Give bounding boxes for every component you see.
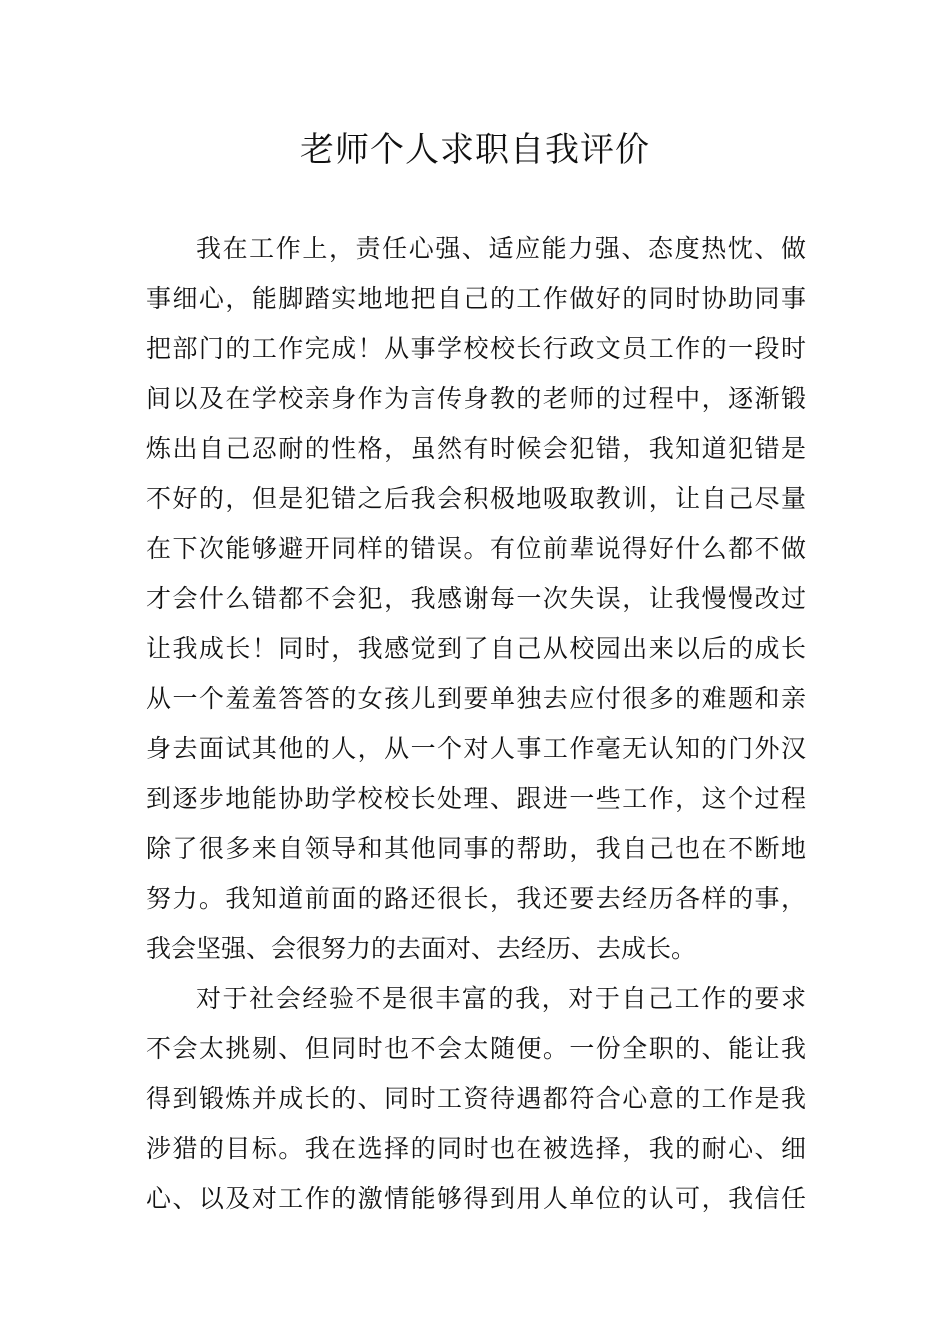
paragraph-2-line-2: 不会太挑剔、但同时也不会太随便。一份全职的、能让我	[146, 1034, 806, 1063]
paragraph-1-line-7: 在下次能够避开同样的错误。有位前辈说得好什么都不做	[146, 534, 806, 563]
paragraph-1-line-11: 身去面试其他的人，从一个对人事工作毫无认知的门外汉	[146, 734, 806, 763]
paragraph-1-line-10: 从一个羞羞答答的女孩儿到要单独去应付很多的难题和亲	[146, 684, 806, 713]
paragraph-1-line-9: 让我成长！同时，我感觉到了自己从校园出来以后的成长	[146, 634, 806, 663]
paragraph-1-line-12: 到逐步地能协助学校校长处理、跟进一些工作，这个过程	[146, 784, 806, 813]
paragraph-2-line-5: 心、以及对工作的激情能够得到用人单位的认可，我信任	[146, 1184, 806, 1213]
paragraph-1-line-13: 除了很多来自领导和其他同事的帮助，我自己也在不断地	[146, 834, 806, 863]
paragraph-1-line-5: 炼出自己忍耐的性格，虽然有时候会犯错，我知道犯错是	[146, 434, 806, 463]
paragraph-1-line-3: 把部门的工作完成！从事学校校长行政文员工作的一段时	[146, 334, 806, 363]
document-title: 老师个人求职自我评价	[300, 130, 650, 170]
paragraph-2-line-3: 得到锻炼并成长的、同时工资待遇都符合心意的工作是我	[146, 1084, 806, 1113]
paragraph-1-line-8: 才会什么错都不会犯，我感谢每一次失误，让我慢慢改过	[146, 584, 806, 613]
paragraph-1-line-1: 我在工作上，责任心强、适应能力强、态度热忱、做	[196, 234, 806, 263]
paragraph-2-line-4: 涉猎的目标。我在选择的同时也在被选择，我的耐心、细	[146, 1134, 806, 1163]
paragraph-1-line-6: 不好的，但是犯错之后我会积极地吸取教训，让自己尽量	[146, 484, 806, 513]
document-body	[146, 224, 806, 1224]
paragraph-1-line-2: 事细心，能脚踏实地地把自己的工作做好的同时协助同事	[146, 284, 806, 313]
paragraph-2-line-1: 对于社会经验不是很丰富的我，对于自己工作的要求	[196, 984, 806, 1013]
paragraph-1-line-4: 间以及在学校亲身作为言传身教的老师的过程中，逐渐锻	[146, 384, 806, 413]
paragraph-1-line-14: 努力。我知道前面的路还很长，我还要去经历各样的事，	[146, 884, 806, 913]
paragraph-1-line-15: 我会坚强、会很努力的去面对、去经历、去成长。	[146, 934, 697, 963]
